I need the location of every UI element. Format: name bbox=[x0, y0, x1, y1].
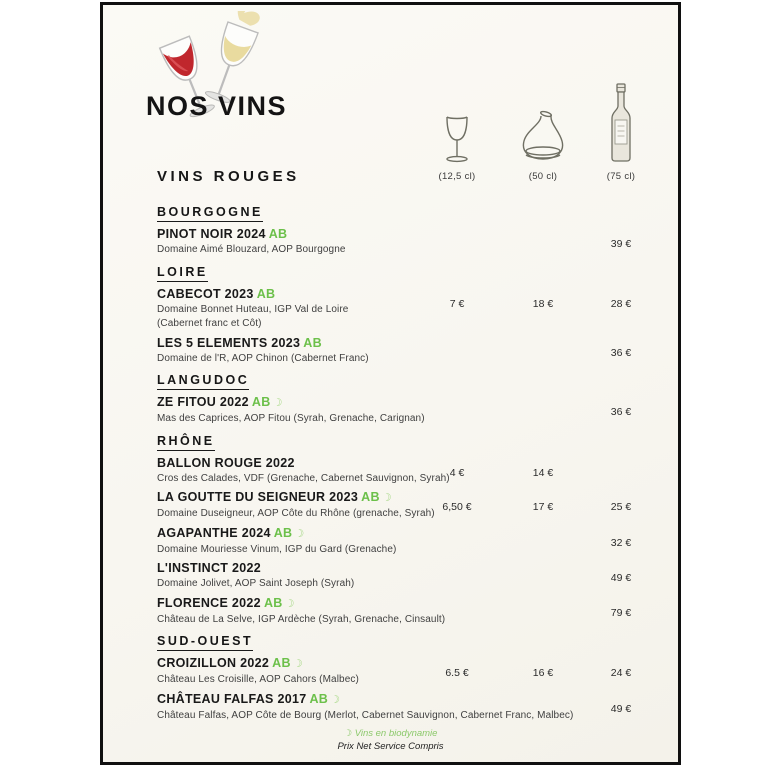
region-title: LANGUDOC bbox=[157, 373, 664, 390]
ab-label: AB bbox=[268, 227, 288, 241]
wine-description: Cros des Calades, VDF (Grenache, Cabernet Sauvignon, Syrah) bbox=[157, 472, 450, 484]
region-title: LOIRE bbox=[157, 265, 664, 282]
price-bottle: 24 € bbox=[610, 667, 632, 679]
wine-description: Domaine Aimé Blouzard, AOP Bourgogne bbox=[157, 244, 346, 255]
wine-item bbox=[157, 526, 664, 557]
wine-name: BALLON ROUGE 2022 bbox=[157, 455, 295, 470]
price-carafe: 17 € bbox=[532, 501, 554, 513]
decanter-icon bbox=[514, 108, 572, 164]
clinking-glasses-icon bbox=[149, 11, 271, 153]
biodynamie-icon: ☽ bbox=[272, 397, 283, 409]
column-label-bottle: (75 cl) bbox=[606, 171, 636, 182]
region-section bbox=[157, 373, 664, 426]
biodynamie-icon: ☽ bbox=[381, 492, 392, 504]
wine-name: FLORENCE 2022 bbox=[157, 595, 261, 610]
wine-glass-icon bbox=[437, 114, 477, 164]
ab-label: AB bbox=[256, 286, 276, 301]
wine-description: Mas des Caprices, AOP Fitou (Syrah, Grenache, Carignan) bbox=[157, 413, 425, 424]
ab-label: AB bbox=[251, 395, 271, 409]
wine-name: ZE FITOU 2022 bbox=[157, 395, 249, 409]
column-bottle bbox=[581, 80, 661, 182]
wine-name: CABECOT 2023 bbox=[157, 286, 254, 301]
biodynamie-icon: ☽ bbox=[343, 728, 353, 739]
price-glass: 4 € bbox=[449, 466, 465, 479]
wine-item bbox=[157, 656, 664, 687]
column-carafe bbox=[503, 80, 583, 182]
wine-name-line bbox=[157, 490, 664, 506]
wine-description: Domaine Bonnet Huteau, IGP Val de Loire bbox=[157, 303, 349, 315]
wine-item bbox=[157, 561, 664, 591]
wine-item bbox=[157, 490, 664, 521]
wine-description: (Cabernet franc et Côt) bbox=[157, 318, 262, 329]
wine-name-line bbox=[157, 561, 664, 576]
wine-item bbox=[157, 456, 664, 486]
price-carafe: 14 € bbox=[532, 466, 554, 479]
wine-item bbox=[157, 227, 664, 257]
wine-name-line bbox=[157, 227, 664, 242]
wine-name-line bbox=[157, 596, 664, 612]
ab-label: AB bbox=[272, 656, 291, 670]
wine-item bbox=[157, 596, 664, 627]
column-label-carafe: (50 cl) bbox=[528, 171, 558, 182]
menu-footer bbox=[103, 727, 678, 753]
wine-description: Château Les Croisille, AOP Cahors (Malbec) bbox=[157, 674, 359, 685]
wine-name-line bbox=[157, 526, 664, 542]
wine-name: L'INSTINCT 2022 bbox=[157, 561, 262, 575]
price-bottle: 28 € bbox=[610, 297, 632, 310]
wine-item bbox=[157, 692, 664, 723]
region-title: RHÔNE bbox=[157, 434, 664, 451]
wine-name-line bbox=[157, 456, 664, 471]
menu-card bbox=[100, 2, 681, 765]
price-bottle: 79 € bbox=[610, 606, 632, 619]
wine-description: Domaine Jolivet, AOP Saint Joseph (Syrah) bbox=[157, 578, 355, 589]
wine-name: PINOT NOIR 2024 bbox=[157, 227, 266, 241]
price-bottle: 32 € bbox=[610, 536, 632, 549]
price-bottle: 36 € bbox=[610, 406, 632, 418]
price-glass: 6,50 € bbox=[442, 501, 472, 513]
region-title: SUD-OUEST bbox=[157, 634, 664, 651]
price-bottle: 36 € bbox=[610, 346, 632, 359]
wine-name: CROIZILLON 2022 bbox=[157, 656, 270, 670]
wine-description: Château de La Selve, IGP Ardèche (Syrah, Grenache, Cinsault) bbox=[157, 613, 446, 625]
wine-name-line bbox=[157, 395, 664, 411]
category-title: VINS ROUGES bbox=[157, 168, 300, 185]
price-carafe: 16 € bbox=[532, 667, 554, 679]
ab-label: AB bbox=[361, 490, 380, 504]
wine-item bbox=[157, 287, 664, 331]
column-glass bbox=[417, 80, 497, 182]
region-section bbox=[157, 265, 664, 366]
bio-note bbox=[103, 727, 678, 740]
region-section bbox=[157, 205, 664, 257]
service-note: Prix Net Service Compris bbox=[337, 741, 444, 752]
wine-bottle-icon bbox=[607, 82, 635, 164]
region-section bbox=[157, 434, 664, 627]
bio-note-text: Vins en biodynamie bbox=[354, 728, 438, 739]
price-bottle: 49 € bbox=[610, 572, 632, 584]
wine-name: LA GOUTTE DU SEIGNEUR 2023 bbox=[157, 490, 359, 504]
wine-item bbox=[157, 336, 664, 366]
price-bottle: 49 € bbox=[610, 702, 632, 715]
ab-label: AB bbox=[303, 335, 322, 350]
ab-label: AB bbox=[273, 525, 293, 540]
price-glass: 6.5 € bbox=[445, 667, 469, 679]
ab-label: AB bbox=[309, 691, 329, 706]
price-glass: 7 € bbox=[449, 297, 465, 310]
wine-description: Domaine Mouriesse Vinum, IGP du Gard (Grenache) bbox=[157, 543, 397, 555]
page-title: NOS VINS bbox=[146, 91, 288, 121]
wine-name: AGAPANTHE 2024 bbox=[157, 525, 271, 540]
biodynamie-icon: ☽ bbox=[292, 658, 303, 670]
wine-name-line bbox=[157, 336, 664, 351]
region-section bbox=[157, 634, 664, 722]
price-carafe: 18 € bbox=[532, 297, 554, 310]
wine-description: Château Falfas, AOP Côte de Bourg (Merlot, Cabernet Sauvignon, Cabernet Franc, Malbec) bbox=[157, 709, 574, 721]
wine-name-line bbox=[157, 692, 664, 708]
ab-label: AB bbox=[263, 595, 283, 610]
column-label-glass: (12,5 cl) bbox=[438, 171, 476, 182]
price-bottle: 39 € bbox=[610, 238, 632, 250]
price-bottle: 25 € bbox=[610, 501, 632, 513]
wine-description: Domaine de l'R, AOP Chinon (Cabernet Franc) bbox=[157, 352, 369, 364]
wine-item bbox=[157, 395, 664, 426]
wine-name-line bbox=[157, 287, 664, 302]
wine-name: CHÂTEAU FALFAS 2017 bbox=[157, 691, 307, 706]
biodynamie-icon: ☽ bbox=[330, 693, 341, 706]
biodynamie-icon: ☽ bbox=[284, 597, 295, 610]
wine-description: Domaine Duseigneur, AOP Côte du Rhône (grenache, Syrah) bbox=[157, 508, 435, 519]
biodynamie-icon: ☽ bbox=[294, 527, 305, 540]
wine-name: LES 5 ELEMENTS 2023 bbox=[157, 335, 301, 350]
wine-list bbox=[157, 205, 664, 727]
region-title: BOURGOGNE bbox=[157, 205, 664, 222]
wine-name-line bbox=[157, 656, 664, 672]
